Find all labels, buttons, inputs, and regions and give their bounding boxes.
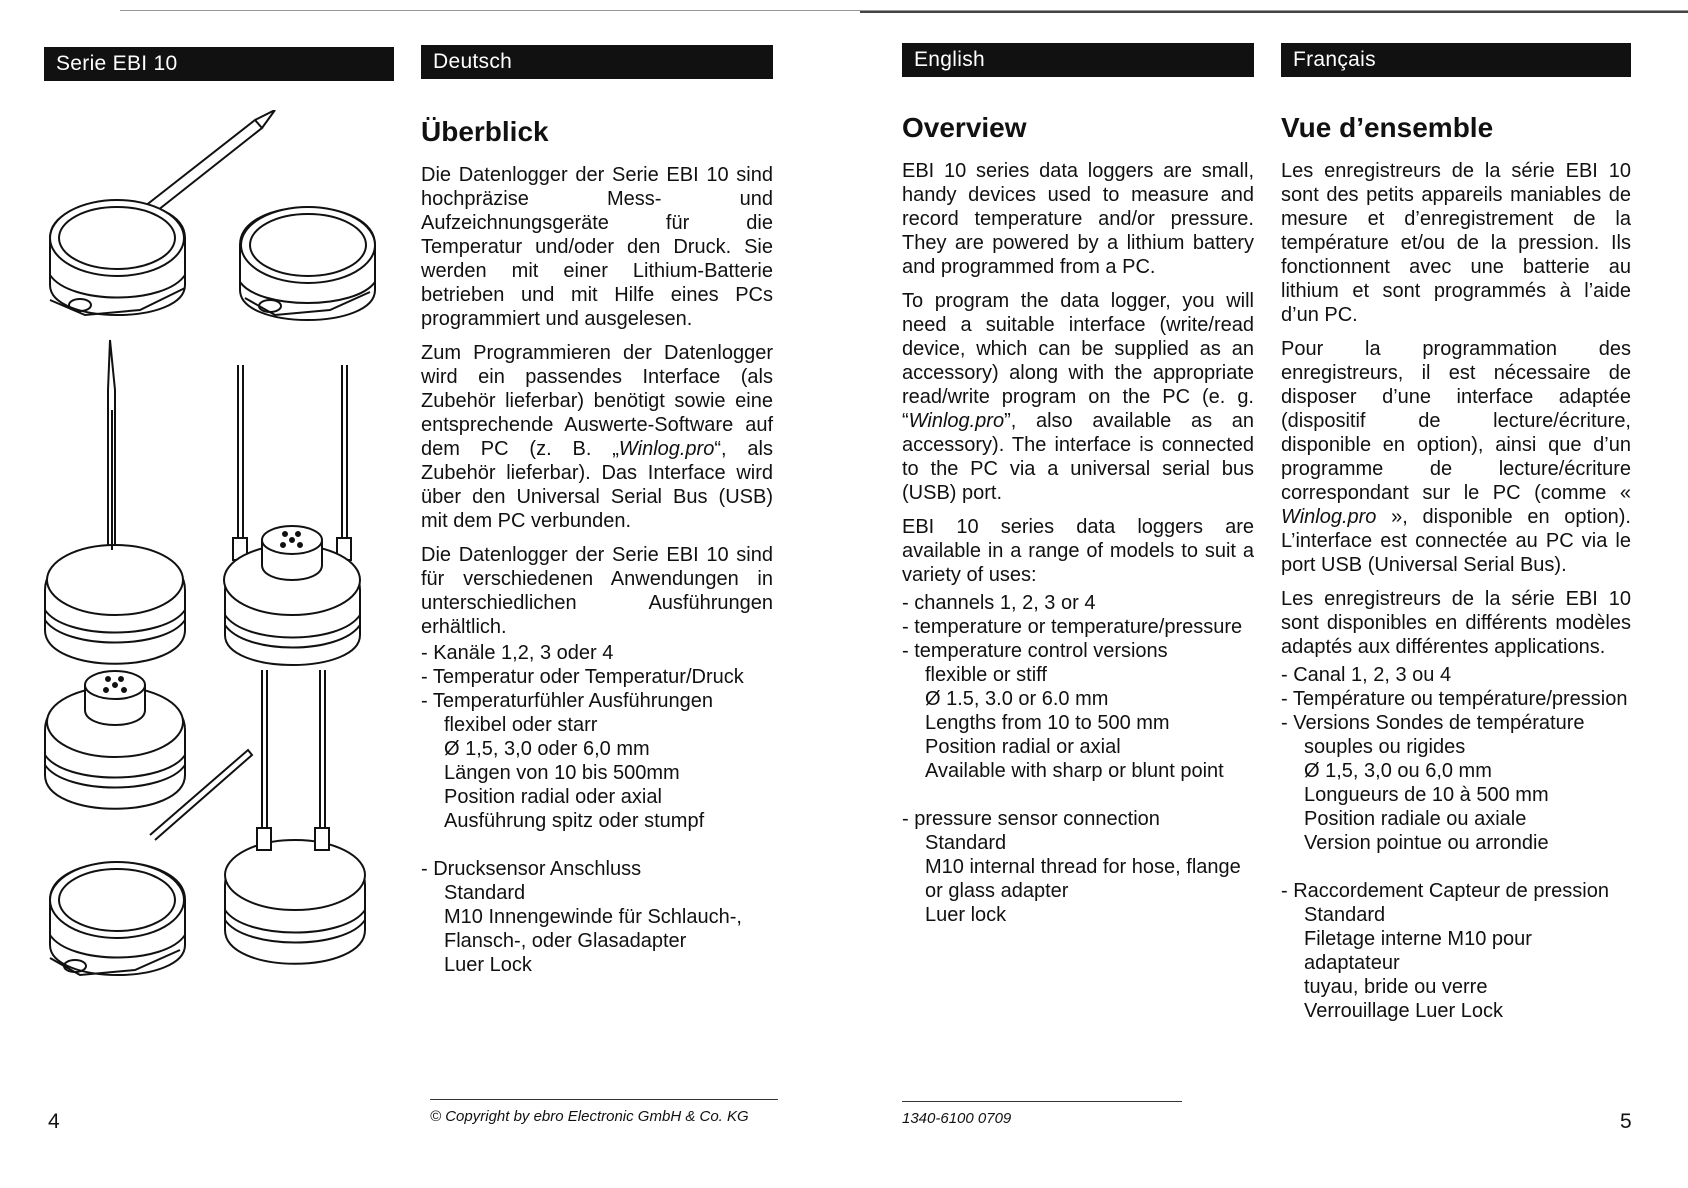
de-paragraph-3: Die Datenlogger der Serie EBI 10 sind für verschiedenen Anwendungen in unterschiedlichen Ausführungen erhältlich. (421, 544, 773, 638)
en-paragraph-1: EBI 10 series data loggers are small, handy devices used to measure and record temperature and/or pressure. They are powered by a lithium battery and programmed from a PC. (902, 160, 1254, 278)
list-item: Position radial oder axial (444, 786, 662, 808)
header-francais: Français (1281, 43, 1631, 77)
list-item: - Drucksensor Anschluss (421, 858, 642, 880)
list-item: Version pointue ou arrondie (1304, 832, 1549, 854)
list-item: Position radiale ou axiale (1304, 808, 1527, 830)
list-item: Luer lock (925, 904, 1007, 926)
copyright-text: © Copyright by ebro Electronic GmbH & Co. KG (430, 1108, 749, 1125)
list-item: - temperature or temperature/pressure (902, 616, 1243, 638)
header-english: English (902, 43, 1254, 77)
list-item: Available with sharp or blunt point (925, 760, 1224, 782)
list-item: - Raccordement Capteur de pression (1281, 880, 1609, 902)
list-item: - Temperatur oder Temperatur/Druck (421, 666, 744, 688)
list-item: - Température ou température/pression (1281, 688, 1628, 710)
document-number: 1340-6100 0709 (902, 1110, 1012, 1127)
fr-paragraph-1: Les enregistreurs de la série EBI 10 sont des petits appareils maniables de mesure et d’enregistrement de la température et/ou de la pression. Ils fonctionnent avec une batterie au lithium et sont programmés à l’aide d’un PC. (1281, 160, 1631, 326)
top-rule-bold (860, 11, 1688, 13)
column-francais (1281, 111, 1631, 1023)
list-item: Ø 1,5, 3,0 ou 6,0 mm (1304, 760, 1492, 782)
list-item: - Versions Sondes de température (1281, 712, 1585, 734)
list-item: Flansch-, oder Glasadapter (444, 930, 687, 952)
list-item: - pressure sensor connection (902, 808, 1160, 830)
column-deutsch (421, 115, 773, 977)
list-item: souples ou rigides (1304, 736, 1466, 758)
list-item: - Temperaturfühler Ausführungen (421, 690, 714, 712)
list-item: Luer Lock (444, 954, 532, 976)
list-item: - channels 1, 2, 3 or 4 (902, 592, 1096, 614)
title-english: Overview (902, 112, 1027, 143)
logger-pressure-device (45, 671, 185, 809)
data-logger-illustration (40, 110, 400, 1040)
title-francais: Vue d’ensemble (1281, 112, 1494, 143)
list-item: Ausführung spitz oder stumpf (444, 810, 705, 832)
list-item: Längen von 10 bis 500mm (444, 762, 680, 784)
list-item: Filetage interne M10 pour adaptateur (1304, 928, 1532, 974)
list-item: Ø 1.5, 3.0 or 6.0 mm (925, 688, 1109, 710)
list-item: Position radial or axial (925, 736, 1121, 758)
list-item: - Canal 1, 2, 3 ou 4 (1281, 664, 1452, 686)
logger-pressure-two-probe-device (224, 365, 360, 665)
fr-paragraph-3: Les enregistreurs de la série EBI 10 sont disponibles en différents modèles adaptés aux différentes applications. (1281, 588, 1631, 658)
page-number-right: 5 (1620, 1110, 1632, 1133)
list-item: or glass adapter (925, 880, 1069, 902)
list-item: Ø 1,5, 3,0 oder 6,0 mm (444, 738, 650, 760)
header-series: Serie EBI 10 (44, 47, 394, 81)
en-feature-list (902, 591, 1254, 927)
list-item: flexible or stiff (925, 664, 1047, 686)
fr-feature-list (1281, 663, 1631, 1023)
footer-rule-left (430, 1099, 778, 1100)
header-deutsch: Deutsch (421, 45, 773, 79)
de-paragraph-1: Die Datenlogger der Serie EBI 10 sind hochpräzise Mess- und Aufzeichnungsgeräte für die Temperatur und/oder den Druck. Sie werden mit einer Lithium-Batterie betrieben und mit Hilfe eines PCs programmiert und ausgelesen. (421, 164, 773, 330)
list-item: Longueurs de 10 à 500 mm (1304, 784, 1549, 806)
list-item: tuyau, bride ou verre (1304, 976, 1488, 998)
list-item: - Kanäle 1,2, 3 oder 4 (421, 642, 614, 664)
page-number-left: 4 (48, 1110, 60, 1133)
list-item: Verrouillage Luer Lock (1304, 1000, 1504, 1022)
logger-plain-device (240, 207, 375, 320)
title-deutsch: Überblick (421, 116, 549, 147)
logger-vertical-probe-device (45, 340, 185, 664)
fr-paragraph-2: Pour la programmation des enregistreurs, il est nécessaire de disposer d’une interface adaptée (dispositif de lecture/écriture, disponible en option), ainsi que d’un programme de lecture/écriture correspondant sur le PC (comme « Winlog.pro », disponible en option). L’interface est connectée au PC via le port USB (Universal Serial Bus). (1281, 338, 1631, 576)
list-item: Standard (1304, 904, 1386, 926)
list-item: Standard (925, 832, 1007, 854)
list-item: - temperature control versions (902, 640, 1168, 662)
list-item: flexibel oder starr (444, 714, 598, 736)
list-item: Standard (444, 882, 526, 904)
logger-two-probe-device (225, 670, 365, 964)
list-item: M10 internal thread for hose, flange (925, 856, 1241, 878)
list-item: Lengths from 10 to 500 mm (925, 712, 1170, 734)
footer-rule-right (902, 1101, 1182, 1102)
list-item: M10 Innengewinde für Schlauch-, (444, 906, 742, 928)
de-feature-list (421, 641, 773, 977)
de-paragraph-2: Zum Programmieren der Datenlogger wird ein passendes Interface (als Zubehör lieferbar) benötigt sowie eine entsprechende Auswerte-Software auf dem PC (z. B. „Winlog.pro“, als Zubehör lieferbar). Das Interface wird über den Universal Serial Bus (USB) mit dem PC verbunden. (421, 342, 773, 532)
column-english (902, 111, 1254, 927)
en-paragraph-3: EBI 10 series data loggers are available in a range of models to suit a variety of uses: (902, 516, 1254, 586)
en-paragraph-2: To program the data logger, you will need a suitable interface (write/read device, which can be supplied as an accessory) along with the appropriate read/write program on the PC (e. g. “Winlog.pro”, also available as an accessory). The interface is connected to the PC via a universal serial bus (USB) port. (902, 290, 1254, 504)
